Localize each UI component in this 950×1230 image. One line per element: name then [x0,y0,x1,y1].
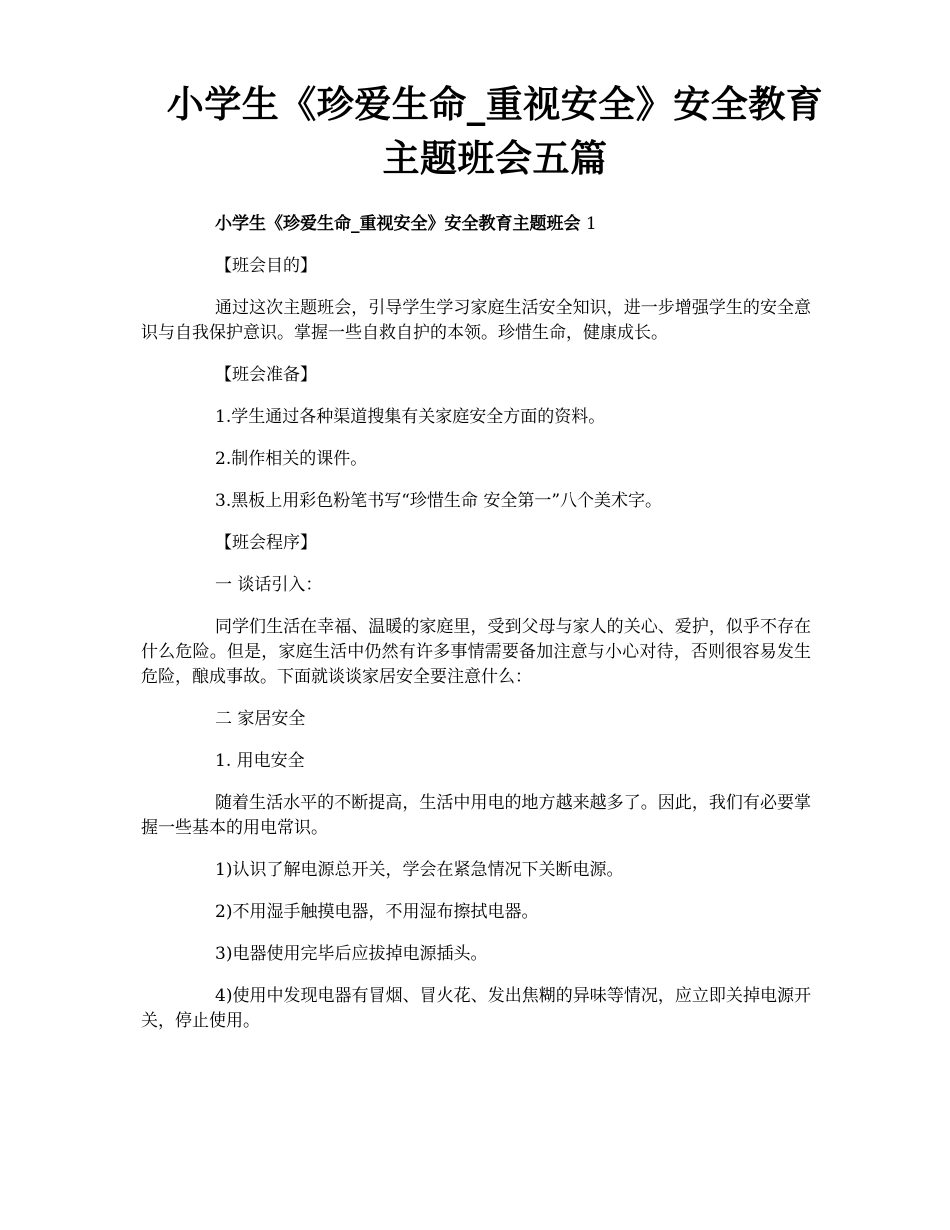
paragraph-intro: 同学们生活在幸福、温暖的家庭里，受到父母与家人的关心、爱护，似乎不存在什么危险。但是，家庭生活中仍然有许多事情需要备加注意与小心对待，否则很容易发生危险，酿成事故。下面就谈谈家居安全要注意什么： [141,617,811,687]
list-item-electric-3: 3)电器使用完毕后应拔掉电源插头。 [215,944,488,964]
list-item-electric-2: 2)不用湿手触摸电器，不用湿布擦拭电器。 [215,902,539,922]
list-item-prep-2: 2.制作相关的课件。 [215,449,368,469]
list-item-electric-1: 1)认识了解电源总开关，学会在紧急情况下关断电源。 [215,860,624,880]
paragraph-purpose: 通过这次主题班会，引导学生学习家庭生活安全知识，进一步增强学生的安全意识与自我保护意识。掌握一些自救自护的本领。珍惜生命，健康成长。 [141,298,811,343]
section-heading-text: 小学生《珍爱生命_重视安全》安全教育主题班会 [215,214,581,234]
heading-procedure: 【班会程序】 [215,533,317,553]
section-heading [141,212,811,237]
section-heading-number: 1 [580,214,597,234]
document-body [141,212,811,1051]
list-item-electric-4: 4)使用中发现电器有冒烟、冒火花、发出焦糊的异味等情况，应立即关掉电源开关，停止使用。 [141,986,811,1031]
heading-preparation: 【班会准备】 [215,365,317,385]
heading-purpose: 【班会目的】 [215,256,317,276]
heading-electric-safety: 1. 用电安全 [215,751,305,771]
list-item-prep-1: 1.学生通过各种渠道搜集有关家庭安全方面的资料。 [215,407,606,427]
heading-intro: 一 谈话引入： [215,575,323,595]
paragraph-electric-safety: 随着生活水平的不断提高，生活中用电的地方越来越多了。因此，我们有必要掌握一些基本的用电常识。 [141,793,811,838]
document-title: 小学生《珍爱生命_重视安全》安全教育主题班会五篇 [166,83,824,180]
list-item-prep-3: 3.黑板上用彩色粉笔书写“珍惜生命 安全第一”八个美术字。 [215,491,663,511]
heading-home-safety: 二 家居安全 [215,709,306,729]
